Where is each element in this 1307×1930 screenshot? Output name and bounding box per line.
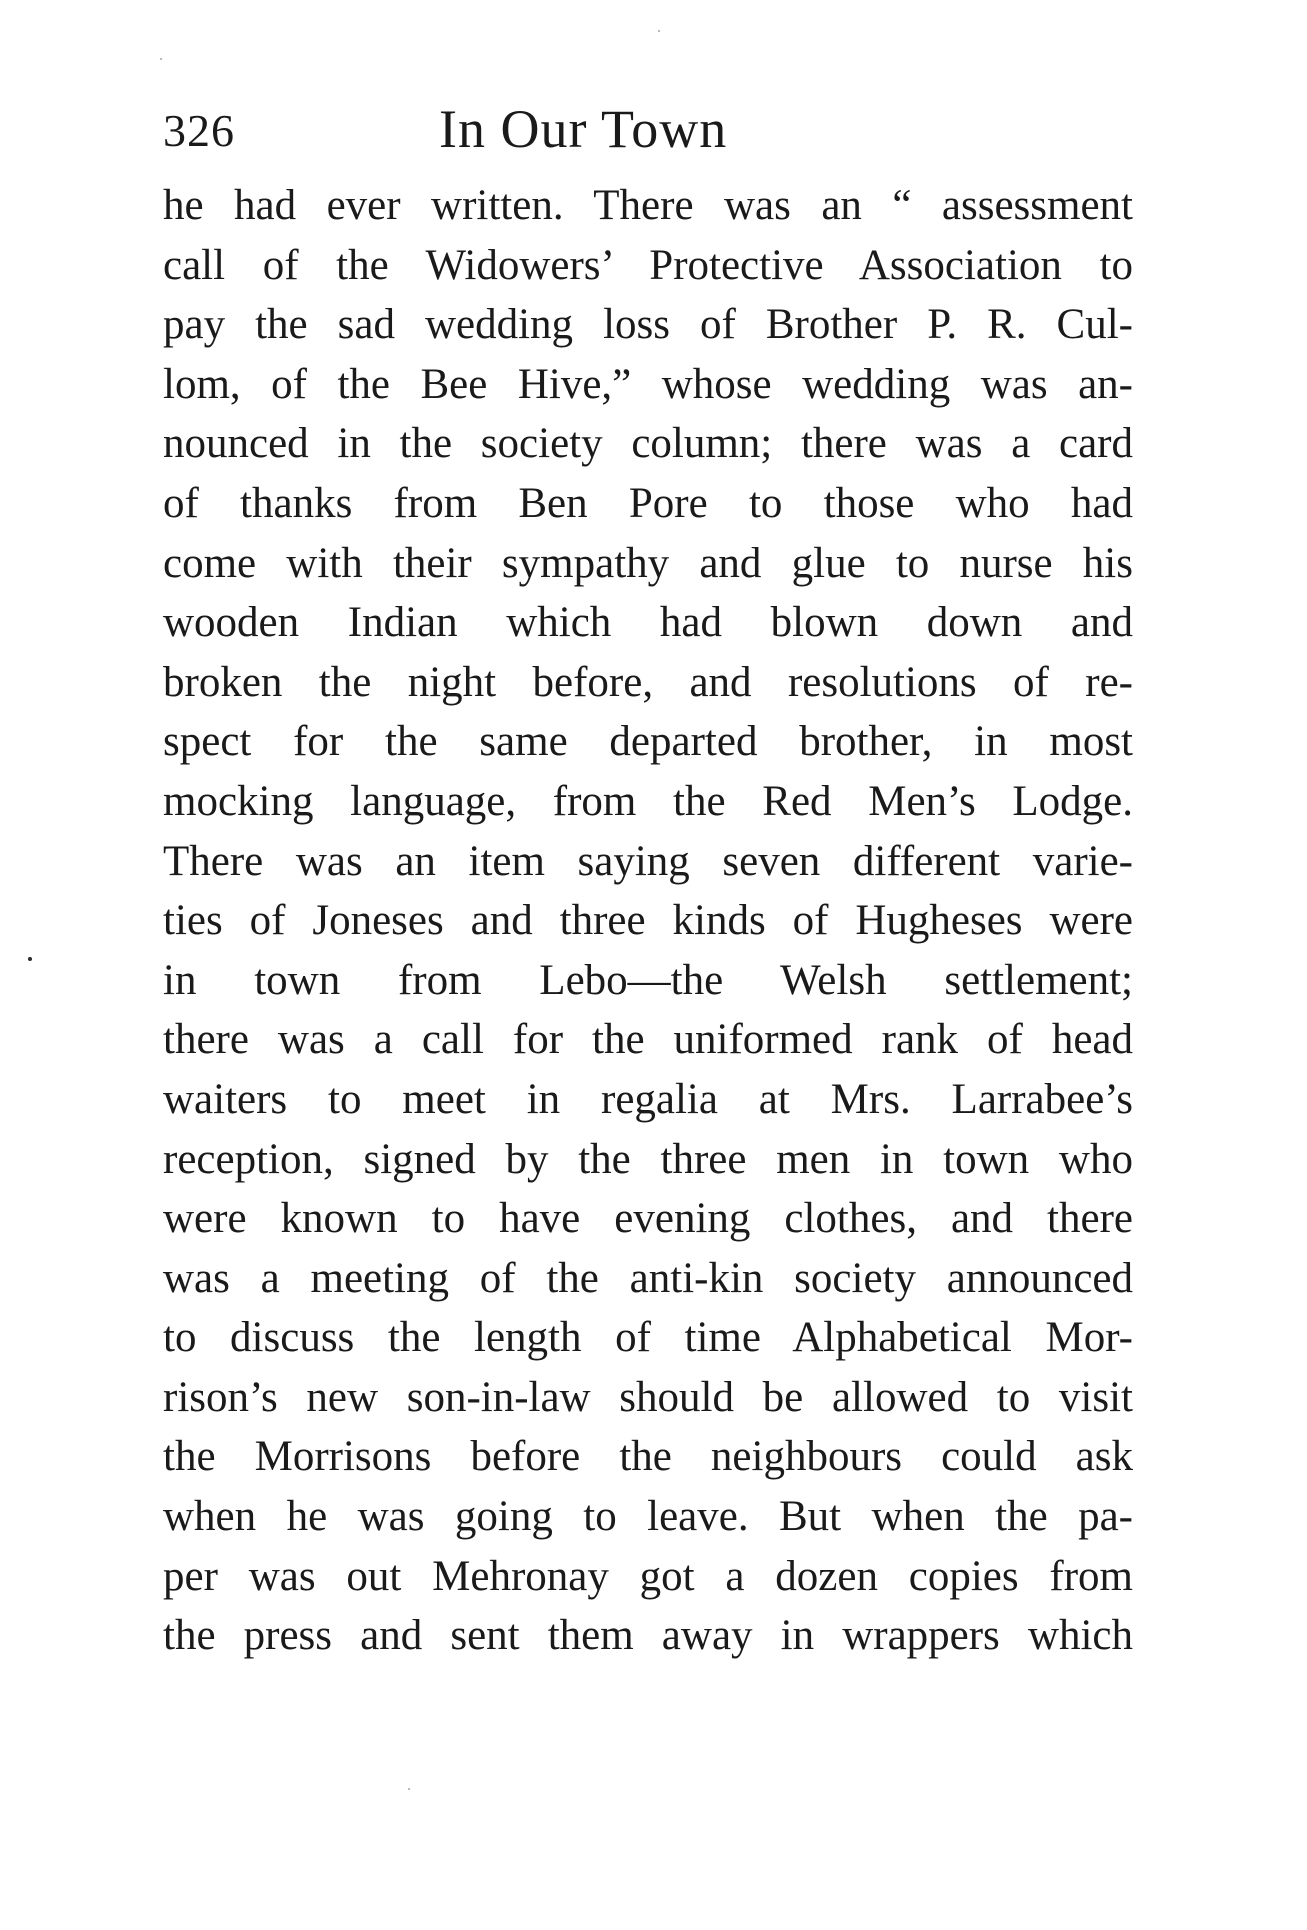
text-line: broken the night before, and resolutions of re- [163, 658, 1133, 706]
text-line: the Morrisons before the neighbours could ask [163, 1433, 1133, 1481]
text-line: when he was going to leave. But when the pa- [163, 1493, 1133, 1541]
text-line: was a meeting of the anti-kin society announced [163, 1254, 1133, 1302]
text-line: in town from Lebo—the Welsh settlement; [163, 956, 1133, 1004]
text-line: come with their sympathy and glue to nurse his [163, 539, 1133, 587]
text-line: reception, signed by the three men in town who [163, 1135, 1133, 1183]
text-line: per was out Mehronay got a dozen copies from [163, 1552, 1133, 1600]
text-line: call of the Widowers’ Protective Association to [163, 241, 1133, 289]
ink-speck [28, 957, 32, 961]
text-line: he had ever written. There was an “ assessment [163, 182, 1133, 229]
scan-mark [658, 30, 660, 32]
text-line: There was an item saying seven different varie- [163, 837, 1133, 885]
text-line: nounced in the society column; there was a card [163, 420, 1133, 468]
text-line: spect for the same departed brother, in most [163, 718, 1133, 766]
text-line: of thanks from Ben Pore to those who had [163, 479, 1133, 527]
text-line: there was a call for the uniformed rank of head [163, 1016, 1133, 1064]
text-line: were known to have evening clothes, and there [163, 1195, 1133, 1243]
text-line: mocking language, from the Red Men’s Lodge. [163, 777, 1133, 825]
running-head [163, 98, 1133, 168]
body-text [163, 176, 1133, 1666]
text-line: lom, of the Bee Hive,” whose wedding was an- [163, 360, 1133, 408]
text-line: wooden Indian which had blown down and [163, 599, 1133, 647]
page-number: 326 [163, 105, 235, 156]
text-line: ties of Joneses and three kinds of Hugheses were [163, 897, 1133, 945]
text-line: rison’s new son-in-law should be allowed to visit [163, 1373, 1133, 1421]
scan-mark [408, 1788, 410, 1790]
text-line: waiters to meet in regalia at Mrs. Larrabee’s [163, 1075, 1133, 1123]
running-title: In Our Town [439, 99, 728, 159]
text-line: to discuss the length of time Alphabetical Mor- [163, 1314, 1133, 1362]
text-line: the press and sent them away in wrappers which [163, 1612, 1133, 1660]
text-line: pay the sad wedding loss of Brother P. R. Cul- [163, 301, 1133, 349]
scan-mark [160, 58, 162, 60]
